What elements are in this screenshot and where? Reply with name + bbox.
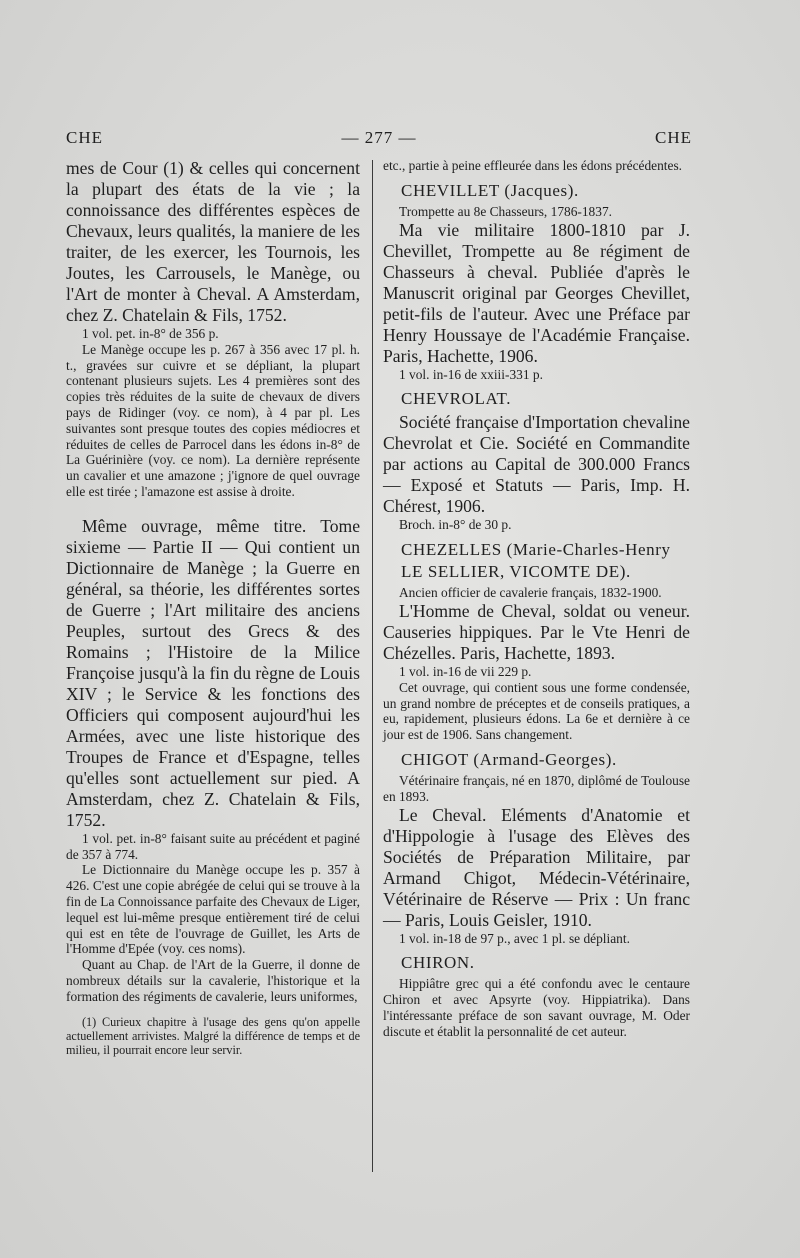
entry-heading: CHIGOT (Armand-Georges). xyxy=(401,749,617,769)
collation-note: 1 vol. pet. in-8° de 356 p. xyxy=(82,326,219,341)
author-note: Vétérinaire français, né en 1870, diplômé de Toulouse en 1893. xyxy=(383,772,690,804)
running-header xyxy=(66,128,692,152)
bibliographic-note: Le Dictionnaire du Manège occupe les p. 357 à 426. C'est une copie abrégée de celui qui se trouve à la fin de La Connoissance parfaite des Chevaux de Liger, lequel est lui-même presque entièrement tiré de celui qui est en tête de l'ouvrage de Guillet, les Arts de l'Homme d'Epée (voy. ces noms). xyxy=(66,862,360,957)
entry-heading: CHEVILLET (Jacques). xyxy=(401,180,579,200)
entry-text: Le Cheval. Eléments d'Anatomie et d'Hippologie à l'usage des Elèves des Sociétés de Préparation Militaire, par Armand Chigot, Médecin-Vétérinaire, Vétérinaire de Réserve — Prix : Un franc — Paris, Louis Geisler, 1910. xyxy=(383,804,690,930)
entry-heading: CHEVROLAT. xyxy=(401,389,512,409)
page-number: — 277 — xyxy=(341,128,417,147)
author-note: Trompette au 8e Chasseurs, 1786-1837. xyxy=(399,203,612,219)
entry-text: Ma vie militaire 1800-1810 par J. Chevillet, Trompette au 8e régiment de Chasseurs à cheval. Publiée d'après le Manuscrit original par Georges Chevillet, petit-fils de l'auteur. Avec une Préface par Henry Houssaye de l'Académie Française. Paris, Hachette, 1906. xyxy=(383,219,690,366)
bibliographic-note: Le Manège occupe les p. 267 à 356 avec 17 pl. h. t., gravées sur cuivre et se dépliant, la plupart contenant plusieurs sujets. Les 4 premières sont des copies très réduites de la suite de chevaux de divers pays de Ridinger (voy. ce nom), à 4 par pl. Les suivantes sont presque toutes des copies médiocres et réduites de celles de Parrocel dans les édons in-8° de La Guérinière (voy. ce nom). La dernière représente un cavalier et une amazone ; j'ignore de quel ouvrage elle est tirée ; l'amazone est assise à droite. xyxy=(66,341,360,499)
header-right: CHE xyxy=(655,128,692,147)
author-note: Ancien officier de cavalerie français, 1832-1900. xyxy=(399,585,662,601)
continued-note: etc., partie à peine effleurée dans les édons précédentes. xyxy=(383,158,683,173)
left-column xyxy=(66,158,360,1069)
right-column xyxy=(383,158,690,1040)
entry-text: L'Homme de Cheval, soldat ou veneur. Causeries hippiques. Par le Vte Henri de Chézelles. Paris, Hachette, 1893. xyxy=(383,600,690,663)
collation-note: Broch. in-8° de 30 p. xyxy=(399,517,512,533)
entry-text: mes de Cour (1) & celles qui concernent la plupart des états de la vie ; la connoissance des différentes espèces de Chevaux, leurs qualités, la maniere de les traiter, de les exercer, les Tournois, les Joutes, les Carrousels, le Manège, ou l'Art de monter à Cheval. A Amsterdam, chez Z. Chatelain & Fils, 1752. xyxy=(66,158,360,325)
entry-heading: CHEZELLES (Marie-Charles-Henry LE SELLIER, VICOMTE DE). xyxy=(401,540,671,582)
bibliographic-note: Quant au Chap. de l'Art de la Guerre, il donne de nombreux détails sur la cavalerie, l'historique et la formation des régiments de cavalerie, leurs uniformes, xyxy=(66,957,360,1004)
collation-note: 1 vol. pet. in-8° faisant suite au précédent et paginé de 357 à 774. xyxy=(66,830,360,862)
bibliographic-note: Cet ouvrage, qui contient sous une forme condensée, un grand nombre de préceptes et de conseils pratiques, a eu, rapidement, plusieurs édons. La 6e et dernière à ce jour est de 1906. Sans changement. xyxy=(383,679,690,743)
entry-heading: CHIRON. xyxy=(401,953,475,973)
entry-text: Même ouvrage, même titre. Tome sixieme — Partie II — Qui contient un Dictionnaire de Manège ; la Guerre en général, sa théorie, les différentes sortes de Guerre ; l'Art militaire des anciens Peuples, surtout des Grecs & des Romains ; l'Histoire de la Milice Françoise jusqu'à la fin du règne de Louis XIV ; le Service & les fonctions des Officiers qui composent aujourd'hui les Armées, avec une liste historique des Troupes de France et d'Espagne, telles qu'elles sont actuellement sur pied. A Amsterdam, chez Z. Chatelain & Fils, 1752. xyxy=(66,515,360,830)
header-left: CHE xyxy=(66,128,103,147)
entry-text: Société française d'Importation chevaline Chevrolat et Cie. Société en Commandite par actions au Capital de 300.000 Francs — Exposé et Statuts — Paris, Imp. H. Chérest, 1906. xyxy=(383,412,690,517)
author-note: Hippiâtre grec qui a été confondu avec le centaure Chiron et avec Apsyrte (voy. Hippiatrika). Dans l'intéressante préface de son savant ouvrage, M. Oder discute et établit la personnalité de cet auteur. xyxy=(383,976,690,1039)
footnote: (1) Curieux chapitre à l'usage des gens qu'on appelle actuellement arrivistes. Malgré la différence de temps et de milieu, il pourrait encore leur servir. xyxy=(66,1014,360,1057)
column-divider xyxy=(372,160,373,1172)
collation-note: 1 vol. in-16 de xxiii-331 p. xyxy=(399,366,543,382)
collation-note: 1 vol. in-16 de vii 229 p. xyxy=(399,663,532,679)
collation-note: 1 vol. in-18 de 97 p., avec 1 pl. se dépliant. xyxy=(399,930,630,946)
